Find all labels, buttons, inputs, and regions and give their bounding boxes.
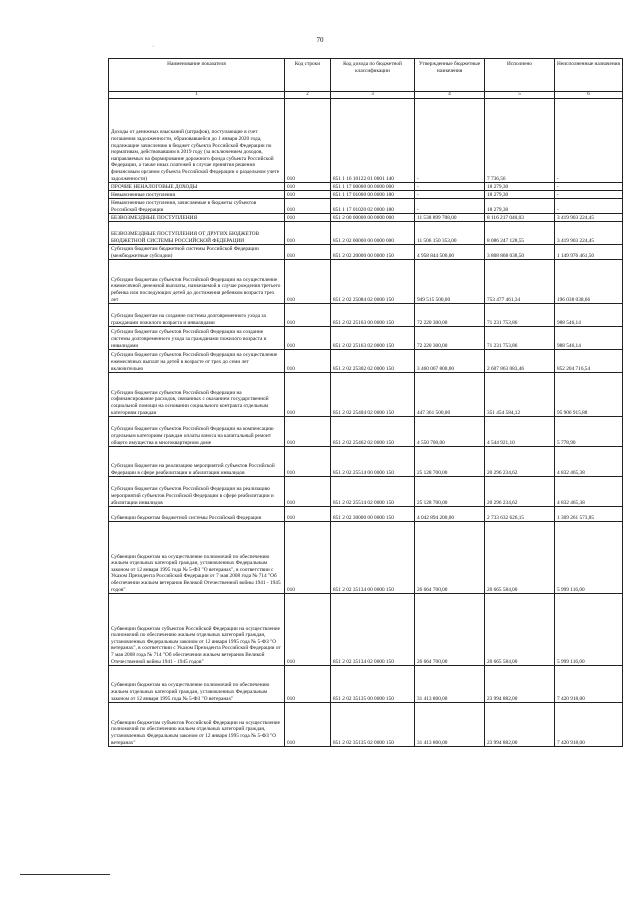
row-name: Субсидии бюджетам на реализацию мероприятий субъектов Российской Федерации в сфере реабилитации и абилитации инвалидов xyxy=(109,447,285,477)
column-number: 5 xyxy=(485,92,555,99)
row-name: Субвенции бюджетам субъектов Российской Федерации на осуществление полномочий по обеспечению жильем отдельных категорий граждан, установленных Федеральным законом от 12 января 1995 года № 5-ФЗ "О ветеранах" xyxy=(109,703,285,747)
row-remaining: 7 420 918,00 xyxy=(555,703,623,747)
row-approved: 4 042 894 200,00 xyxy=(415,507,485,522)
row-remaining: 95 906 915,88 xyxy=(555,373,623,417)
row-executed: 20 296 234,62 xyxy=(485,447,555,477)
table-row xyxy=(109,222,623,245)
row-approved: - xyxy=(415,183,485,191)
row-approved: - xyxy=(415,99,485,183)
row-income-code: 851 2 02 25514 02 0000 150 xyxy=(331,477,415,507)
row-remaining: 3 419 903 224,45 xyxy=(555,222,623,245)
column-number: 4 xyxy=(415,92,485,99)
row-income-code: 851 2 02 35134 00 0000 150 xyxy=(331,522,415,594)
row-executed: 71 231 753,86 xyxy=(485,327,555,350)
row-name: ПРОЧИЕ НЕНАЛОГОВЫЕ ДОХОДЫ xyxy=(109,183,285,191)
row-line-code: 010 xyxy=(285,304,331,327)
row-income-code: 851 2 02 30000 00 0000 150 xyxy=(331,507,415,522)
row-executed: 3 808 868 038,50 xyxy=(485,245,555,260)
row-approved: - xyxy=(415,199,485,214)
row-income-code: 851 2 02 25163 00 0000 150 xyxy=(331,304,415,327)
table-row xyxy=(109,304,623,327)
table-row xyxy=(109,245,623,260)
row-income-code: 851 2 02 25163 02 0000 150 xyxy=(331,327,415,350)
row-remaining: 5 778,90 xyxy=(555,417,623,447)
budget-execution-table xyxy=(108,58,623,747)
row-line-code: 010 xyxy=(285,666,331,703)
row-approved: 11 506 150 353,00 xyxy=(415,222,485,245)
table-row xyxy=(109,447,623,477)
row-executed: 4 544 921,10 xyxy=(485,417,555,447)
row-line-code: 010 xyxy=(285,199,331,214)
table-row xyxy=(109,703,623,747)
row-executed: 2 607 863 083,46 xyxy=(485,350,555,373)
row-name: Субвенции бюджетам субъектов Российской Федерации на осуществление полномочий по обеспечению жильем отдельных категорий граждан, установленных Федеральным законом от 12 января 1995 года № 5-ФЗ "О ветеранах", в соответствии с Указом Президента Российской Федерации от 7 мая 2008 года № 714 "Об обеспечении жильем ветеранов Великой Отечественной войны 1941 - 1945 годов" xyxy=(109,594,285,666)
row-approved: 26 664 700,00 xyxy=(415,594,485,666)
row-approved: 11 538 899 708,00 xyxy=(415,214,485,222)
row-remaining: - xyxy=(555,99,623,183)
row-income-code: 851 2 02 25462 02 0000 150 xyxy=(331,417,415,447)
row-approved: 4 550 700,00 xyxy=(415,417,485,447)
row-remaining: 988 546,14 xyxy=(555,327,623,350)
row-remaining: 7 420 918,00 xyxy=(555,666,623,703)
row-line-code: 010 xyxy=(285,99,331,183)
row-name: Доходы от денежных взысканий (штрафов), поступающие в счет погашения задолженности, образовавшейся до 1 января 2020 года, подлежащие зачислению в бюджет субъекта Российской Федерации по нормативам, действовавшим в 2019 году (за исключением доходов, направляемых на формирование дорожного фонда субъекта Российской Федерации, а также иных платежей в случае принятия решения финансовым органом субъекта Российской Федерации о раздельном учете задолженности) xyxy=(109,99,285,183)
row-executed: 753 477 461,34 xyxy=(485,260,555,304)
row-line-code: 010 xyxy=(285,447,331,477)
table-row xyxy=(109,594,623,666)
row-approved: 31 413 800,00 xyxy=(415,703,485,747)
row-line-code: 010 xyxy=(285,260,331,304)
row-line-code: 010 xyxy=(285,350,331,373)
table-row xyxy=(109,477,623,507)
row-income-code: 851 2 02 25084 02 0000 150 xyxy=(331,260,415,304)
table-row xyxy=(109,214,623,222)
footer-rule xyxy=(20,874,110,875)
column-number-row xyxy=(109,92,623,99)
table-row xyxy=(109,199,623,214)
row-executed: 8 086 247 128,55 xyxy=(485,222,555,245)
row-name: Невыясненные поступления, зачисляемые в бюджеты субъектов Российской Федерации xyxy=(109,199,285,214)
header-line-code: Код строки xyxy=(285,59,331,92)
row-line-code: 010 xyxy=(285,522,331,594)
row-remaining: 1 309 261 573,85 xyxy=(555,507,623,522)
row-income-code: 851 2 02 35135 02 0000 150 xyxy=(331,703,415,747)
row-income-code: 851 1 17 00000 00 0000 000 xyxy=(331,183,415,191)
row-executed: 7 736,56 xyxy=(485,99,555,183)
header-executed: Исполнено xyxy=(485,59,555,92)
row-name: Невыясненные поступления xyxy=(109,191,285,199)
row-remaining: - xyxy=(555,191,623,199)
row-approved: 26 664 700,00 xyxy=(415,522,485,594)
row-name: Субсидии бюджетам субъектов Российской Федерации на софинансирование расходов, связанных с оказанием государственной социальной помощи на основании социального контракта отдельным категориям граждан xyxy=(109,373,285,417)
row-remaining: 988 546,14 xyxy=(555,304,623,327)
table-row xyxy=(109,666,623,703)
row-remaining: 4 832 465,38 xyxy=(555,447,623,477)
table-row xyxy=(109,327,623,350)
table-row xyxy=(109,260,623,304)
row-approved: 4 958 844 500,00 xyxy=(415,245,485,260)
column-number: 6 xyxy=(555,92,623,99)
row-income-code: 851 2 02 25302 02 0000 150 xyxy=(331,350,415,373)
row-income-code: 851 1 17 01000 00 0000 180 xyxy=(331,191,415,199)
header-name: Наименование показателя xyxy=(109,59,285,92)
column-number: 2 xyxy=(285,92,331,99)
row-name: Субвенции бюджетам на осуществление полномочий по обеспечению жильем отдельных категорий граждан, установленных Федеральным законом от 12 января 1995 года № 5-ФЗ "О ветеранах" xyxy=(109,666,285,703)
row-line-code: 010 xyxy=(285,245,331,260)
row-remaining: 852 204 716,54 xyxy=(555,350,623,373)
row-line-code: 010 xyxy=(285,417,331,447)
header-approved: Утвержденные бюджетные назначения xyxy=(415,59,485,92)
row-name: Субсидии бюджетам субъектов Российской Федерации на компенсацию отдельным категориям граждан оплаты взноса на капитальный ремонт общего имущества в многоквартирном доме xyxy=(109,417,285,447)
row-approved: 447 361 500,00 xyxy=(415,373,485,417)
row-remaining: 196 038 038,66 xyxy=(555,260,623,304)
table-row xyxy=(109,191,623,199)
row-approved: 25 128 700,00 xyxy=(415,447,485,477)
row-name: Субсидии бюджетам субъектов Российской Федерации на осуществление ежемесячной денежной выплаты, назначаемой в случае рождения третьего ребенка или последующих детей до достижения ребенком возраста трех лет xyxy=(109,260,285,304)
row-executed: 18 279,30 xyxy=(485,199,555,214)
row-executed: 23 994 882,00 xyxy=(485,666,555,703)
row-remaining: 4 832 465,38 xyxy=(555,477,623,507)
row-remaining: 5 999 116,00 xyxy=(555,522,623,594)
column-number: 3 xyxy=(331,92,415,99)
row-approved: 72 220 300,00 xyxy=(415,327,485,350)
table-row xyxy=(109,350,623,373)
row-income-code: 851 2 02 35135 00 0000 150 xyxy=(331,666,415,703)
row-remaining: - xyxy=(555,183,623,191)
table-row xyxy=(109,373,623,417)
row-name: Субсидии бюджетам субъектов Российской Федерации на осуществление ежемесячных выплат на детей в возрасте от трех до семи лет включительно xyxy=(109,350,285,373)
header-income-code: Код дохода по бюджетной классификации xyxy=(331,59,415,92)
row-executed: 2 733 632 626,15 xyxy=(485,507,555,522)
row-executed: 8 116 217 040,03 xyxy=(485,214,555,222)
row-executed: 351 454 584,12 xyxy=(485,373,555,417)
row-approved: 949 515 500,00 xyxy=(415,260,485,304)
row-approved: - xyxy=(415,191,485,199)
row-remaining: 1 149 976 461,50 xyxy=(555,245,623,260)
row-line-code: 010 xyxy=(285,183,331,191)
table-row xyxy=(109,507,623,522)
row-name: БЕЗВОЗМЕЗДНЫЕ ПОСТУПЛЕНИЯ xyxy=(109,214,285,222)
header-remaining: Неисполненные назначения xyxy=(555,59,623,92)
table-row xyxy=(109,183,623,191)
row-remaining: 5 999 116,00 xyxy=(555,594,623,666)
table-row xyxy=(109,417,623,447)
row-name: Субсидии бюджетам субъектов Российской Федерации на создание системы долговременного ухода за гражданами пожилого возраста и инвалидами xyxy=(109,327,285,350)
row-line-code: 010 xyxy=(285,327,331,350)
row-executed: 20 296 234,62 xyxy=(485,477,555,507)
row-income-code: 851 2 02 00000 00 0000 000 xyxy=(331,222,415,245)
row-name: Субсидии бюджетам субъектов Российской Федерации на реализацию мероприятий субъектов Российской Федерации в сфере реабилитации и абилитации инвалидов xyxy=(109,477,285,507)
row-remaining: 3 419 903 224,45 xyxy=(555,214,623,222)
row-line-code: 010 xyxy=(285,191,331,199)
row-line-code: 010 xyxy=(285,703,331,747)
row-executed: 71 231 753,86 xyxy=(485,304,555,327)
row-line-code: 010 xyxy=(285,222,331,245)
table-row xyxy=(109,522,623,594)
table-row xyxy=(109,99,623,183)
row-executed: 20 665 584,00 xyxy=(485,594,555,666)
row-income-code: 851 2 02 25514 00 0000 150 xyxy=(331,447,415,477)
row-remaining: - xyxy=(555,199,623,214)
row-approved: 3 460 067 800,00 xyxy=(415,350,485,373)
row-line-code: 010 xyxy=(285,214,331,222)
row-income-code: 851 1 16 10122 01 0001 140 xyxy=(331,99,415,183)
row-line-code: 010 xyxy=(285,507,331,522)
row-income-code: 851 2 00 00000 00 0000 000 xyxy=(331,214,415,222)
row-line-code: 010 xyxy=(285,594,331,666)
row-executed: 23 994 882,00 xyxy=(485,703,555,747)
row-name: БЕЗВОЗМЕЗДНЫЕ ПОСТУПЛЕНИЯ ОТ ДРУГИХ БЮДЖЕТОВ БЮДЖЕТНОЙ СИСТЕМЫ РОССИЙСКОЙ ФЕДЕРАЦИИ xyxy=(109,222,285,245)
row-income-code: 851 1 17 01020 02 0000 180 xyxy=(331,199,415,214)
row-name: Субсидии бюджетам на создание системы долговременного ухода за гражданами пожилого возраста и инвалидами xyxy=(109,304,285,327)
row-executed: 18 279,30 xyxy=(485,183,555,191)
row-approved: 72 220 300,00 xyxy=(415,304,485,327)
row-line-code: 010 xyxy=(285,373,331,417)
row-executed: 18 279,30 xyxy=(485,191,555,199)
row-line-code: 010 xyxy=(285,477,331,507)
row-name: Субвенции бюджетам на осуществление полномочий по обеспечению жильем отдельных категорий граждан, установленных Федеральным законом от 12 января 1995 года № 5-ФЗ "О ветеранах", в соответствии с Указом Президента Российской Федерации от 7 мая 2008 года № 714 "Об обеспечении жильем ветеранов Великой Отечественной войны 1941 - 1945 годов" xyxy=(109,522,285,594)
page-number: 70 xyxy=(316,36,324,44)
row-approved: 25 128 700,00 xyxy=(415,477,485,507)
header-row xyxy=(109,59,623,92)
row-approved: 31 413 800,00 xyxy=(415,666,485,703)
row-income-code: 851 2 02 20000 00 0000 150 xyxy=(331,245,415,260)
row-income-code: 851 2 02 35134 02 0000 150 xyxy=(331,594,415,666)
row-executed: 20 665 584,00 xyxy=(485,522,555,594)
corner-mark: · xyxy=(152,44,154,50)
row-name: Субсидии бюджетам бюджетной системы Российской Федерации (межбюджетные субсидии) xyxy=(109,245,285,260)
row-name: Субвенции бюджетам бюджетной системы Российской Федерации xyxy=(109,507,285,522)
row-income-code: 851 2 02 25404 02 0000 150 xyxy=(331,373,415,417)
column-number: 1 xyxy=(109,92,285,99)
